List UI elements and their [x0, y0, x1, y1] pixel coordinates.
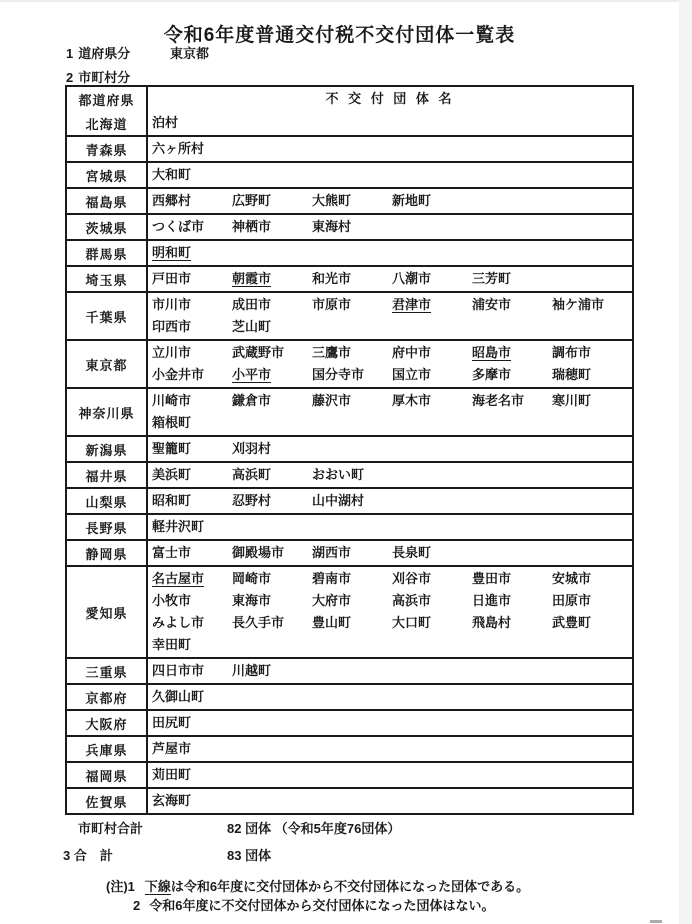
- municipality-name: 成田市: [232, 297, 272, 312]
- municipality-name: 岡崎市: [232, 571, 272, 586]
- municipality-cell: [148, 711, 632, 735]
- municipality-name: 小金井市: [152, 367, 205, 382]
- prefecture-label: 愛知県: [67, 567, 148, 657]
- municipality-name: 美浜町: [152, 467, 192, 482]
- municipal-total-value: 82 団体 （令和5年度76団体）: [227, 821, 401, 836]
- table-row: [67, 735, 632, 761]
- municipality-name: 御殿場市: [232, 545, 285, 560]
- municipality-name: 大府市: [312, 593, 352, 608]
- municipality-name: 瑞穂町: [552, 367, 592, 382]
- prefecture-label: 福岡県: [67, 763, 148, 787]
- municipality-cell: [148, 541, 632, 565]
- municipality-name: 碧南市: [312, 571, 352, 586]
- grand-total-line: [0, 845, 679, 863]
- municipality-cell: [148, 659, 632, 683]
- municipality-name: 国分寺市: [312, 367, 365, 382]
- municipality-cell: [148, 685, 632, 709]
- prefecture-label: 北海道: [67, 111, 148, 135]
- non-grant-municipality-table: [65, 85, 634, 815]
- section-number: 1: [66, 46, 74, 61]
- prefecture-label: 神奈川県: [67, 389, 148, 435]
- municipality-name: 玄海町: [152, 793, 192, 808]
- cutoff-text-artifact: [650, 920, 662, 923]
- section-prefecture-line: [66, 43, 210, 62]
- municipality-name: 忍野村: [232, 493, 272, 508]
- municipality-name: 日進市: [472, 593, 512, 608]
- prefecture-label: 福井県: [67, 463, 148, 487]
- prefecture-table-body: [67, 111, 632, 813]
- municipality-name: 西郷村: [152, 193, 192, 208]
- municipality-name: 昭島市: [472, 345, 512, 360]
- prefecture-label: 佐賀県: [67, 789, 148, 813]
- municipality-name: 厚木市: [392, 393, 432, 408]
- municipality-name: 山中湖村: [312, 493, 365, 508]
- table-row: [67, 565, 632, 657]
- prefecture-label: 兵庫県: [67, 737, 148, 761]
- table-row: [67, 213, 632, 239]
- municipality-name: 大熊町: [312, 193, 352, 208]
- municipality-name: 戸田市: [152, 271, 192, 286]
- municipality-cell: [148, 189, 632, 213]
- municipality-cell: [148, 437, 632, 461]
- municipal-total-label: 市町村合計: [78, 821, 144, 836]
- prefecture-label: 福島県: [67, 189, 148, 213]
- table-row: [67, 709, 632, 735]
- prefecture-label: 三重県: [67, 659, 148, 683]
- note-2: [133, 895, 494, 914]
- municipality-name: 東海村: [312, 219, 352, 234]
- section-label: 道府県分: [78, 46, 131, 61]
- municipality-name: 和光市: [312, 271, 352, 286]
- municipality-cell: [148, 111, 632, 135]
- prefecture-label: 長野県: [67, 515, 148, 539]
- municipality-name: 武蔵野市: [232, 345, 285, 360]
- prefecture-label: 東京都: [67, 341, 148, 387]
- municipality-name: 市川市: [152, 297, 192, 312]
- municipality-name: 安城市: [552, 571, 592, 586]
- municipality-name: 新地町: [392, 193, 432, 208]
- municipality-name: 武豊町: [552, 615, 592, 630]
- municipality-name: つくば市: [152, 219, 205, 234]
- municipality-name: 富士市: [152, 545, 192, 560]
- municipality-cell: [148, 241, 632, 265]
- municipality-cell: [148, 293, 632, 339]
- prefecture-label: 青森県: [67, 137, 148, 161]
- municipality-cell: [148, 515, 632, 539]
- municipality-cell: [148, 463, 632, 487]
- municipality-name: 箱根町: [152, 415, 192, 430]
- prefecture-share-value: 東京都: [170, 46, 210, 61]
- prefecture-label: 千葉県: [67, 293, 148, 339]
- municipality-cell: [148, 389, 632, 435]
- municipality-name: 刈羽村: [232, 441, 272, 456]
- municipality-name: みよし市: [152, 615, 205, 630]
- prefecture-label: 宮城県: [67, 163, 148, 187]
- municipality-name: 市原市: [312, 297, 352, 312]
- prefecture-label: 大阪府: [67, 711, 148, 735]
- table-row: [67, 435, 632, 461]
- municipality-name: 田尻町: [152, 715, 192, 730]
- table-row: [67, 111, 632, 135]
- municipality-cell: [148, 215, 632, 239]
- municipality-name: 小平市: [232, 367, 272, 382]
- grand-total-label: 3 合 計: [63, 848, 113, 863]
- municipality-name: 飛島村: [472, 615, 512, 630]
- municipality-name: 四日市市: [152, 663, 205, 678]
- municipality-name: 明和町: [152, 245, 192, 260]
- table-row: [67, 161, 632, 187]
- prefecture-label: 京都府: [67, 685, 148, 709]
- note-1-underlined-word: 下線: [144, 879, 171, 894]
- table-row: [67, 135, 632, 161]
- municipality-name: 鎌倉市: [232, 393, 272, 408]
- municipality-name: 君津市: [392, 297, 432, 312]
- municipality-name: 東海市: [232, 593, 272, 608]
- municipality-name: 名古屋市: [152, 571, 205, 586]
- municipality-name: 田原市: [552, 593, 592, 608]
- municipality-name: 湖西市: [312, 545, 352, 560]
- section-label: 市町村分: [78, 70, 131, 85]
- municipality-name: 寒川町: [552, 393, 592, 408]
- note-2-prefix: 2: [133, 898, 141, 913]
- municipality-cell: [148, 341, 632, 387]
- prefecture-label: 静岡県: [67, 541, 148, 565]
- municipality-name: 川崎市: [152, 393, 192, 408]
- page-top-edge: [0, 0, 692, 2]
- municipality-name: 泊村: [152, 115, 179, 130]
- municipality-name: 苅田町: [152, 767, 192, 782]
- prefecture-label: 山梨県: [67, 489, 148, 513]
- table-row: [67, 291, 632, 339]
- page-right-edge: [679, 0, 692, 924]
- table-row: [67, 461, 632, 487]
- table-row: [67, 761, 632, 787]
- municipality-column-header: 不 交 付 団 体 名: [325, 91, 455, 106]
- municipal-total-line: [0, 818, 679, 836]
- section-number: 2: [66, 70, 74, 85]
- municipality-name: 芝山町: [232, 319, 272, 334]
- municipality-name: 国立市: [392, 367, 432, 382]
- prefecture-label: 群馬県: [67, 241, 148, 265]
- municipality-name: 袖ケ浦市: [552, 297, 605, 312]
- municipality-name: 立川市: [152, 345, 192, 360]
- municipality-name: 長久手市: [232, 615, 285, 630]
- municipality-name: 豊山町: [312, 615, 352, 630]
- municipality-name: 調布市: [552, 345, 592, 360]
- municipality-name: 豊田市: [472, 571, 512, 586]
- municipality-cell: [148, 137, 632, 161]
- municipality-name: 高浜市: [392, 593, 432, 608]
- table-row: [67, 539, 632, 565]
- table-row: [67, 239, 632, 265]
- table-row: [67, 787, 632, 813]
- municipality-cell: [148, 567, 632, 657]
- section-municipal-line: [66, 67, 130, 86]
- municipality-name: 六ヶ所村: [152, 141, 205, 156]
- municipality-cell: [148, 163, 632, 187]
- municipality-name: 長泉町: [392, 545, 432, 560]
- note-1: [106, 876, 529, 895]
- municipality-name: 印西市: [152, 319, 192, 334]
- municipality-name: 小牧市: [152, 593, 192, 608]
- municipality-name: 聖籠町: [152, 441, 192, 456]
- municipality-name: 浦安市: [472, 297, 512, 312]
- table-row: [67, 339, 632, 387]
- municipality-name: 高浜町: [232, 467, 272, 482]
- municipality-name: 朝霞市: [232, 271, 272, 286]
- municipality-cell: [148, 789, 632, 813]
- municipality-name: 川越町: [232, 663, 272, 678]
- prefecture-column-header: 都道府県: [67, 87, 148, 111]
- note-1-rest: は令和6年度に交付団体から不交付団体になった団体である。: [170, 879, 530, 894]
- municipality-name: 藤沢市: [312, 393, 352, 408]
- municipality-cell: [148, 737, 632, 761]
- municipality-name: おおい町: [312, 467, 365, 482]
- municipality-name: 海老名市: [472, 393, 525, 408]
- prefecture-label: 新潟県: [67, 437, 148, 461]
- municipality-name: 昭和町: [152, 493, 192, 508]
- municipality-name: 幸田町: [152, 637, 192, 652]
- table-row: [67, 513, 632, 539]
- municipality-cell: [148, 489, 632, 513]
- municipality-cell: [148, 763, 632, 787]
- municipality-name: 広野町: [232, 193, 272, 208]
- municipality-name: 久御山町: [152, 689, 205, 704]
- table-row: [67, 487, 632, 513]
- municipality-name: 刈谷市: [392, 571, 432, 586]
- municipality-name: 三鷹市: [312, 345, 352, 360]
- municipality-name: 八潮市: [392, 271, 432, 286]
- municipality-name: 軽井沢町: [152, 519, 205, 534]
- municipality-name: 大和町: [152, 167, 192, 182]
- table-header-row: [67, 87, 632, 111]
- note-1-prefix: (注)1: [106, 879, 135, 894]
- municipality-name: 多摩市: [472, 367, 512, 382]
- municipality-name: 神栖市: [232, 219, 272, 234]
- municipality-name: 大口町: [392, 615, 432, 630]
- table-row: [67, 387, 632, 435]
- municipality-name: 府中市: [392, 345, 432, 360]
- prefecture-label: 茨城県: [67, 215, 148, 239]
- prefecture-label: 埼玉県: [67, 267, 148, 291]
- municipality-name: 三芳町: [472, 271, 512, 286]
- page-title: 令和6年度普通交付税不交付団体一覧表: [163, 25, 516, 46]
- municipality-name: 芦屋市: [152, 741, 192, 756]
- note-2-text: 令和6年度に不交付団体から交付団体になった団体はない。: [149, 898, 495, 913]
- municipality-cell: [148, 267, 632, 291]
- grand-total-value: 83 団体: [227, 848, 272, 863]
- table-row: [67, 265, 632, 291]
- note-1-text: [145, 879, 529, 894]
- table-row: [67, 187, 632, 213]
- table-row: [67, 657, 632, 683]
- table-row: [67, 683, 632, 709]
